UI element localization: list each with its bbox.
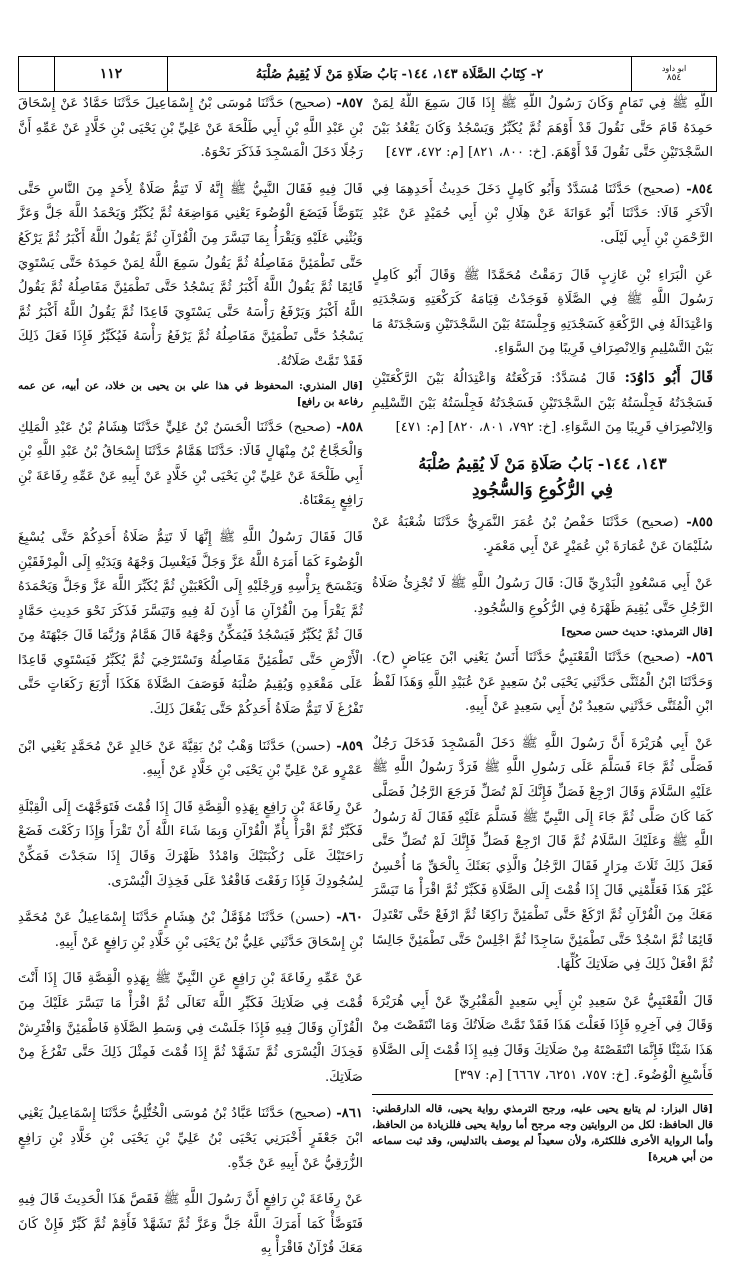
hadith-matn: عَنْ أَبِي مَسْعُودٍ الْبَدْرِيِّ قَالَ: قَالَ رَسُولُ اللَّهِ ﷺ لَا تُجْزِئُ صَلَاةُ الرَّجُلِ حَتَّى يُقِيمَ ظَهْرَهُ فِي الرُّكُوعِ وَالسُّجُودِ.: [372, 575, 713, 616]
chapter-heading-line2: فِي الرُّكُوعِ وَالسُّجُودِ: [471, 479, 614, 500]
abu-dawud-text: قَالَ مُسَدَّدٌ: فَرَكْعَتُهُ وَاعْتِدَالُهُ بَيْنَ الرَّكْعَتَيْنِ فَسَجْدَتُهُ فَجِلْسَتُهُ بَيْنَ السَّجْدَتَيْنِ فَسَجْدَتُهُ فَجِلْسَتُهُ بَيْنَ التَّسْلِيمِ وَالِانْصِرَافِ قَرِيبًا مِنَ السَّوَاءِ. [خ: ٧٩٢، ٨٠١، ٨٢٠] [م: ٤٧١]: [372, 370, 713, 436]
hadith-isnad: (صحيح) حَدَّثَنَا عَبَّادُ بْنُ مُوسَى الْخُتُّلِيُّ حَدَّثَنَا إِسْمَاعِيلُ يَعْنِي ابْنَ جَعْفَرٍ أَخْبَرَنِي يَحْيَى بْنُ عَلِيِّ بْنِ يَحْيَى بْنِ خَلَّادِ بْنِ رَافِعٍ الزُّرَقِيُّ عَنْ أَبِيهِ عَنْ جَدِّهِ.: [18, 1106, 363, 1171]
hadith-matn: عَنْ أَبِي هُرَيْرَةَ أَنَّ رَسُولَ اللَّهِ ﷺ دَخَلَ الْمَسْجِدَ فَدَخَلَ رَجُلٌ فَصَلَّى ثُمَّ جَاءَ فَسَلَّمَ عَلَى رَسُولِ اللَّهِ ﷺ فَرَدَّ رَسُولُ اللَّهِ ﷺ عَلَيْهِ السَّلَامَ وَقَالَ ارْجِعْ فَصَلِّ فَإِنَّكَ لَمْ تُصَلِّ فَرَجَعَ الرَّجُلُ فَصَلَّى كَمَا كَانَ صَلَّى ثُمَّ جَاءَ إِلَى النَّبِيِّ ﷺ فَسَلَّمَ عَلَيْهِ فَقَالَ لَهُ رَسُولُ اللَّهِ ﷺ وَعَلَيْكَ السَّلَامُ ثُمَّ قَالَ ارْجِعْ فَصَلِّ فَإِنَّكَ لَمْ تُصَلِّ حَتَّى فَعَلَ ذَلِكَ ثَلَاثَ مِرَارٍ فَقَالَ الرَّجُلُ وَالَّذِي بَعَثَكَ بِالْحَقِّ مَا أُحْسِنُ غَيْرَ هَذَا فَعَلِّمْنِي قَالَ إِذَا قُمْتَ إِلَى الصَّلَاةِ فَكَبِّرْ ثُمَّ اقْرَأْ مَا تَيَسَّرَ مَعَكَ مِنَ الْقُرْآنِ ثُمَّ ارْكَعْ حَتَّى تَطْمَئِنَّ رَاكِعًا ثُمَّ ارْفَعْ حَتَّى تَعْتَدِلَ قَائِمًا ثُمَّ اسْجُدْ حَتَّى تَطْمَئِنَّ سَاجِدًا ثُمَّ اجْلِسْ حَتَّى تَطْمَئِنَّ جَالِسًا ثُمَّ افْعَلْ ذَلِكَ فِي صَلَاتِكَ كُلِّهَا.: [372, 735, 713, 973]
hadith-variant: قَالَ الْقَعْنَبِيُّ عَنْ سَعِيدِ بْنِ أَبِي سَعِيدٍ الْمَقْبُرِيِّ عَنْ أَبِي هُرَيْرَةَ وَقَالَ فِي آخِرِهِ فَإِذَا فَعَلْتَ هَذَا فَقَدْ تَمَّتْ صَلَاتُكَ وَمَا انْتَقَصْتَ مِنْ هَذَا شَيْئًا فَإِنَّمَا انْتَقَصْتَهُ مِنْ صَلَاتِكَ وَقَالَ فِيهِ إِذَا قُمْتَ إِلَى الصَّلَاةِ فَأَسْبِغِ الْوُضُوءَ. [خ: ٧٥٧، ٦٢٥١، ٦٦٦٧] [م: ٣٩٧]: [372, 993, 713, 1083]
hadith-isnad: (صحيح) حَدَّثَنَا مُسَدَّدٌ وَأَبُو كَامِلٍ دَخَلَ حَدِيثُ أَحَدِهِمَا فِي الْآخَرِ قَالَا: حَدَّثَنَا أَبُو عَوَانَةَ عَنْ هِلَالِ بْنِ أَبِي حُمَيْدٍ عَنْ عَبْدِ الرَّحْمَنِ بْنِ أَبِي لَيْلَى.: [372, 181, 713, 246]
hadith-number: ٨٥٧-: [336, 96, 363, 111]
hadith-isnad: (صحيح) حَدَّثَنَا حَفْصُ بْنُ عُمَرَ النَّمَرِيُّ حَدَّثَنَا شُعْبَةُ عَنْ سُلَيْمَانَ عَنْ عُمَارَةَ بْنِ عُمَيْرٍ عَنْ أَبِي مَعْمَرٍ.: [372, 514, 713, 555]
hadith-number: ٨٦١-: [336, 1106, 363, 1122]
hadith-matn: قَالَ فَقَالَ رَسُولُ اللَّهِ ﷺ إِنَّهَا لَا تَتِمُّ صَلَاةُ أَحَدِكُمْ حَتَّى يُسْبِغَ الْوُضُوءَ كَمَا أَمَرَهُ اللَّهُ عَزَّ وَجَلَّ فَيَغْسِلَ وَجْهَهُ وَيَدَيْهِ إِلَى الْمِرْفَقَيْنِ وَيَمْسَحَ بِرَأْسِهِ وَرِجْلَيْهِ إِلَى الْكَعْبَيْنِ ثُمَّ يُكَبِّرَ اللَّهَ عَزَّ وَجَلَّ وَيَحْمَدَهُ ثُمَّ يَقْرَأَ مِنَ الْقُرْآنِ مَا أَذِنَ لَهُ فِيهِ وَتَيَسَّرَ فَذَكَرَ نَحْوَ حَدِيثِ حَمَّادٍ قَالَ ثُمَّ يُكَبِّرُ فَيَسْجُدُ فَيُمَكِّنُ وَجْهَهُ قَالَ هَمَّامٌ وَرُبَّمَا قَالَ جَبْهَتَهُ مِنَ الْأَرْضِ حَتَّى تَطْمَئِنَّ مَفَاصِلُهُ وَتَسْتَرْخِيَ ثُمَّ يُكَبِّرُ فَيَسْتَوِي قَاعِدًا عَلَى مَقْعَدِهِ وَيُقِيمُ صُلْبَهُ فَوَصَفَ الصَّلَاةَ هَكَذَا أَرْبَعَ رَكَعَاتٍ حَتَّى تَفْرُغَ لَا تَتِمُّ صَلَاةُ أَحَدِكُمْ حَتَّى يَفْعَلَ ذَلِكَ.: [18, 529, 363, 718]
hadith-855: [372, 511, 713, 560]
hadith-856: [372, 646, 713, 720]
hadith-matn: عَنْ رِفَاعَةَ بْنِ رَافِعٍ بِهَذِهِ الْقِصَّةِ قَالَ إِذَا قُمْتَ فَتَوَجَّهْتَ إِلَى الْقِبْلَةِ فَكَبِّرْ ثُمَّ اقْرَأْ بِأُمِّ الْقُرْآنِ وَبِمَا شَاءَ اللَّهُ أَنْ تَقْرَأَ وَإِذَا رَكَعْتَ فَضَعْ رَاحَتَيْكَ عَلَى رُكْبَتَيْكَ وَامْدُدْ ظَهْرَكَ وَقَالَ إِذَا سَجَدْتَ فَمَكِّنْ لِسُجُودِكَ فَإِذَا رَفَعْتَ فَاقْعُدْ عَلَى فَخِذِكَ الْيُسْرَى.: [18, 799, 363, 889]
hadith-note: [قال المنذري: المحفوظ في هذا علي بن يحيى بن خلاد، عن أبيه، عن عمه رفاعة بن رافع]: [18, 379, 363, 408]
book-name-box: [631, 57, 716, 91]
hadith-isnad: (صحيح) حَدَّثَنَا الْقَعْنَبِيُّ حَدَّثَنَا أَنَسٌ يَعْنِي ابْنَ عِيَاضٍ (ح). وَحَدَّثَنَا ابْنُ الْمُثَنَّى حَدَّثَنِي يَحْيَى بْنُ سَعِيدٍ عَنْ عُبَيْدِ اللَّهِ وَهَذَا لَفْظُ ابْنِ الْمُثَنَّى حَدَّثَنِي سَعِيدُ بْنُ أَبِي سَعِيدٍ عَنْ أَبِيهِ.: [372, 650, 713, 715]
hadith-isnad: (حسن) حَدَّثَنَا وَهْبُ بْنُ بَقِيَّةَ عَنْ خَالِدٍ عَنْ مُحَمَّدٍ يَعْنِي ابْنَ عَمْرٍو عَنْ عَلِيِّ بْنِ يَحْيَى بْنِ خَلَّادٍ عَنْ أَبِيهِ.: [18, 738, 363, 779]
hadith-number: ٨٥٨-: [336, 419, 363, 435]
hadith-matn: قَالَ فِيهِ فَقَالَ النَّبِيُّ ﷺ إِنَّهُ لَا تَتِمُّ صَلَاةٌ لِأَحَدٍ مِنَ النَّاسِ حَتَّى يَتَوَضَّأَ فَيَضَعَ الْوُضُوءَ يَعْنِي مَوَاضِعَهُ ثُمَّ يُكَبِّرُ وَيَحْمَدُ اللَّهَ جَلَّ وَعَزَّ وَيُثْنِي عَلَيْهِ وَيَقْرَأُ بِمَا تَيَسَّرَ مِنَ الْقُرْآنِ ثُمَّ يَقُولُ اللَّهُ أَكْبَرُ ثُمَّ يَرْكَعُ حَتَّى تَطْمَئِنَّ مَفَاصِلُهُ ثُمَّ يَقُولُ سَمِعَ اللَّهُ لِمَنْ حَمِدَهُ حَتَّى يَسْتَوِيَ قَائِمًا ثُمَّ يَقُولُ اللَّهُ أَكْبَرُ ثُمَّ يَسْجُدُ حَتَّى تَطْمَئِنَّ مَفَاصِلُهُ ثُمَّ يَقُولُ اللَّهُ أَكْبَرُ وَيَرْفَعُ رَأْسَهُ حَتَّى يَسْتَوِيَ قَاعِدًا ثُمَّ يَقُولُ اللَّهُ أَكْبَرُ ثُمَّ يَسْجُدُ حَتَّى تَطْمَئِنَّ مَفَاصِلُهُ ثُمَّ يَرْفَعُ رَأْسَهُ فَيُكَبِّرُ فَإِذَا فَعَلَ ذَلِكَ فَقَدْ تَمَّتْ صَلَاتُهُ.: [18, 181, 363, 369]
hadith-857: [18, 92, 363, 166]
hadith-matn: عَنِ الْبَرَاءِ بْنِ عَازِبٍ قَالَ رَمَقْتُ مُحَمَّدًا ﷺ وَقَالَ أَبُو كَامِلٍ رَسُولَ اللَّهِ ﷺ فِي الصَّلَاةِ فَوَجَدْتُ قِيَامَهُ كَرَكْعَتِهِ وَسَجْدَتِهِ وَاعْتِدَالَهُ فِي الرَّكْعَةِ كَسَجْدَتِهِ وَجِلْسَتَهُ بَيْنَ السَّجْدَتَيْنِ وَسَجْدَتَهُ مَا بَيْنَ التَّسْلِيمِ وَالِانْصِرَافِ قَرِيبًا مِنَ السَّوَاءِ.: [372, 267, 713, 357]
hadith-number: ٨٦٠-: [336, 910, 363, 926]
hadith-number: ٨٥٩-: [336, 738, 364, 754]
hadith-854: [372, 178, 713, 252]
hadith-number: ٨٥٥-: [686, 514, 713, 530]
book-name: ابو داود: [661, 63, 687, 73]
hadith-continuation: اللَّهِ ﷺ فِي تَمَامٍ وَكَانَ رَسُولُ اللَّهِ ﷺ إِذَا قَالَ سَمِعَ اللَّهُ لِمَنْ حَمِدَهُ قَامَ حَتَّى نَقُولَ قَدْ أَوْهَمَ ثُمَّ يُكَبِّرُ وَيَسْجُدُ وَكَانَ يَقْعُدُ بَيْنَ السَّجْدَتَيْنِ حَتَّى نَقُولَ قَدْ أَوْهَمَ. [خ: ٨٠٠، ٨٢١] [م: ٤٧٢، ٤٧٣]: [372, 96, 713, 161]
hadith-isnad: (حسن) حَدَّثَنَا مُؤَمَّلُ بْنُ هِشَامٍ حَدَّثَنَا إِسْمَاعِيلُ عَنْ مُحَمَّدِ بْنِ إِسْحَاقَ حَدَّثَنِي عَلِيُّ بْنُ يَحْيَى بْنِ خَلَّادِ بْنِ رَافِعٍ عَنْ أَبِيهِ.: [18, 910, 363, 950]
hadith-861: [18, 1102, 363, 1176]
abu-dawud-label: قَالَ أَبُو دَاوُدَ:: [624, 367, 714, 386]
book-volume: ٨٥٤: [666, 73, 682, 84]
chapter-heading-line1: ١٤٣، ١٤٤- بَابُ صَلَاةِ مَنْ لَا يُقِيمُ صُلْبَهُ: [418, 453, 667, 473]
abu-dawud-comment: [372, 365, 713, 441]
hadith-number: ٨٥٤-: [686, 181, 713, 197]
hadith-matn: عَنْ رِفَاعَةَ بْنِ رَافِعٍ أَنَّ رَسُولَ اللَّهِ ﷺ فَقَصَّ هَذَا الْحَدِيثَ قَالَ فِيهِ فَتَوَضَّأْ كَمَا أَمَرَكَ اللَّهُ جَلَّ وَعَزَّ ثُمَّ تَشَهَّدْ فَأَقِمْ ثُمَّ كَبِّرْ فَإِنْ كَانَ مَعَكَ قُرْآنٌ فَاقْرَأْ بِهِ: [18, 1192, 363, 1257]
note-divider: [372, 1094, 713, 1095]
hadith-matn: عَنْ عَمِّهِ رِفَاعَةَ بْنِ رَافِعٍ عَنِ النَّبِيِّ ﷺ بِهَذِهِ الْقِصَّةِ قَالَ إِذَا أَنْتَ قُمْتَ فِي صَلَاتِكَ فَكَبِّرِ اللَّهَ تَعَالَى ثُمَّ اقْرَأْ مَا تَيَسَّرَ عَلَيْكَ مِنَ الْقُرْآنِ وَقَالَ فِيهِ فَإِذَا جَلَسْتَ فِي وَسَطِ الصَّلَاةِ فَاطْمَئِنَّ وَافْتَرِشْ فَخِذَكَ الْيُسْرَى ثُمَّ تَشَهَّدْ ثُمَّ إِذَا قُمْتَ فَمِثْلَ ذَلِكَ حَتَّى تَفْرُغَ مِنْ صَلَاتِكَ.: [18, 971, 363, 1085]
page-header: [18, 56, 717, 92]
hadith-858: [18, 416, 363, 514]
hadith-859: [18, 735, 363, 784]
page-title: ٢- كِتَابُ الصَّلَاة ١٤٣، ١٤٤- بَابُ صَلَاةِ مَنْ لَا يُقِيمُ صُلْبَهُ: [167, 57, 631, 91]
left-column: [18, 92, 364, 1257]
hadith-isnad: (صحيح) حَدَّثَنَا الْحَسَنُ بْنُ عَلِيٍّ حَدَّثَنَا هِشَامُ بْنُ عَبْدِ الْمَلِكِ وَالْحَجَّاجُ بْنُ مِنْهَالٍ قَالَا: حَدَّثَنَا هَمَّامٌ حَدَّثَنَا إِسْحَاقُ بْنُ عَبْدِ اللَّهِ بْنِ أَبِي طَلْحَةَ عَنْ عَلِيِّ بْنِ يَحْيَى بْنِ خَلَّادٍ عَنْ أَبِيهِ عَنْ عَمِّهِ رِفَاعَةَ بْنِ رَافِعٍ بِمَعْنَاهُ.: [18, 419, 363, 509]
hadith-number: ٨٥٦-: [686, 650, 713, 666]
header-empty-cell: [19, 57, 54, 91]
hadith-note: [قال الترمذي: حديث حسن صحيح]: [561, 626, 713, 639]
right-column: [372, 92, 714, 1164]
chapter-heading: [372, 451, 713, 503]
page-number: ١١٢: [54, 57, 167, 91]
hadith-isnad: (صحيح) حَدَّثَنَا مُوسَى بْنُ إِسْمَاعِيلَ حَدَّثَنَا حَمَّادٌ عَنْ إِسْحَاقَ بْنِ عَبْدِ اللَّهِ بْنِ أَبِي طَلْحَةَ عَنْ عَلِيِّ بْنِ يَحْيَى بْنِ خَلَّادٍ عَنْ عَمِّهِ أَنَّ رَجُلًا دَخَلَ الْمَسْجِدَ فَذَكَرَ نَحْوَهُ.: [18, 96, 363, 161]
hadith-860: [18, 906, 363, 955]
hadith-note: [قال البزار: لم يتابع يحيى عليه، ورجح الترمذي رواية يحيى، قاله الدارقطني: قال الحافظ: لكل من الروايتين وجه مرجح أما رواية يحيى فللزيادة من الحافظ، وأما الرواية الأخرى فللكثرة، ولأن سعيداً لم يوصف بالتدليس، وقد ثبت سماعه من أبي هريرة]: [372, 1103, 713, 1164]
